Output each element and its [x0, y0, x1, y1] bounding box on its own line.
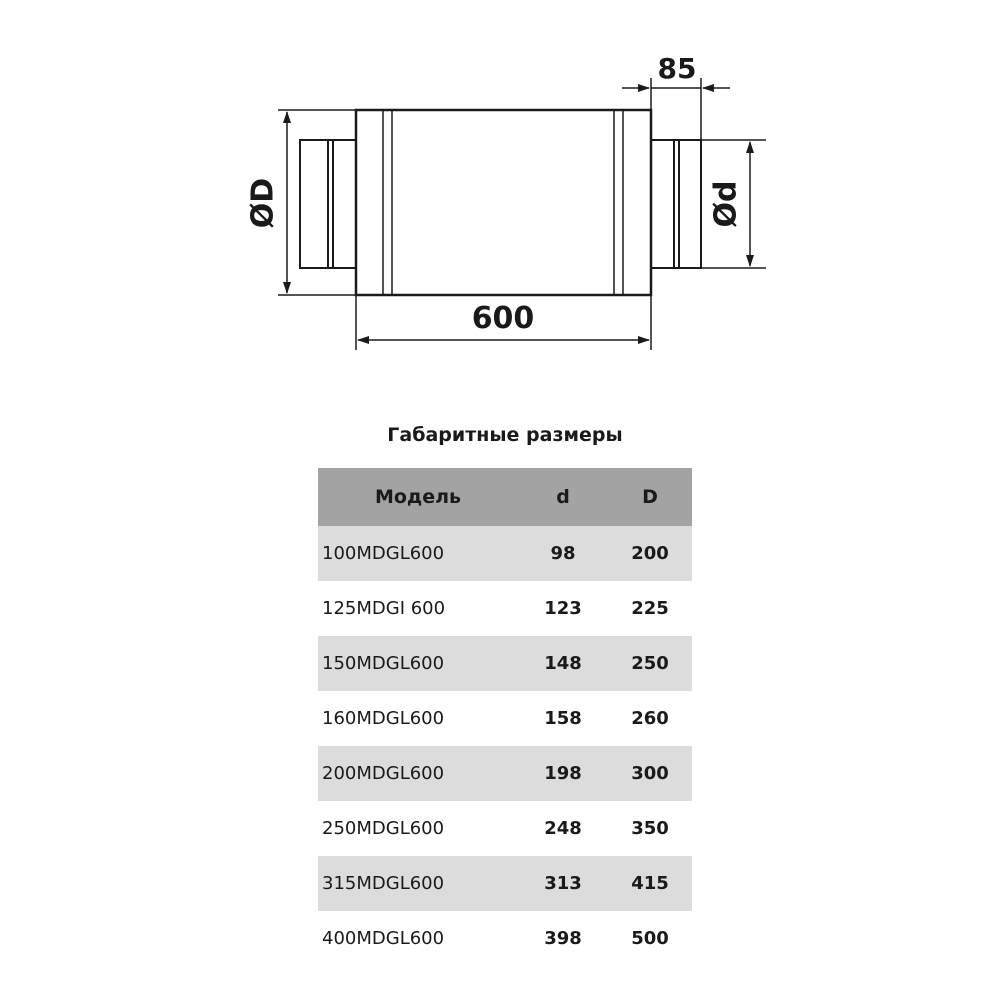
model-cell: 315MDGL600	[322, 873, 445, 894]
model-cell: 125MDGI 600	[322, 598, 446, 619]
d-cell: 98	[550, 543, 576, 564]
d-cell: 398	[544, 928, 582, 949]
table-row	[318, 581, 692, 636]
d-cell: 248	[544, 818, 582, 839]
d-cell: 313	[544, 873, 582, 894]
header-D: D	[642, 486, 658, 508]
D-cell: 260	[631, 708, 669, 729]
model-cell: 160MDGL600	[322, 708, 445, 729]
D-cell: 500	[631, 928, 669, 949]
model-cell: 400MDGL600	[322, 928, 445, 949]
right-spigot	[651, 140, 701, 268]
D-cell: 200	[631, 543, 669, 564]
model-cell: 250MDGL600	[322, 818, 445, 839]
body-length-label: 600	[471, 301, 535, 336]
D-cell: 225	[631, 598, 669, 619]
table-row	[318, 526, 692, 581]
d-cell: 123	[544, 598, 582, 619]
model-cell: 200MDGL600	[322, 763, 445, 784]
header-d: d	[556, 486, 570, 508]
D-cell: 250	[631, 653, 669, 674]
d-cell: 198	[544, 763, 582, 784]
d-cell: 148	[544, 653, 582, 674]
table-title: Габаритные размеры	[387, 424, 623, 446]
table-row	[318, 636, 692, 691]
model-cell: 100MDGL600	[322, 543, 445, 564]
inner-diameter-label: Ød	[708, 180, 744, 228]
table-row	[318, 856, 692, 911]
table-row	[318, 746, 692, 801]
spigot-length-label: 85	[657, 52, 697, 85]
D-cell: 300	[631, 763, 669, 784]
table-row	[318, 801, 692, 856]
header-model: Модель	[374, 486, 462, 508]
table-row	[318, 911, 692, 966]
outer-diameter-label: ØD	[245, 177, 281, 229]
dimensions-table	[318, 468, 692, 966]
D-cell: 415	[631, 873, 669, 894]
left-spigot	[300, 140, 356, 268]
d-cell: 158	[544, 708, 582, 729]
silencer-body	[356, 110, 651, 295]
table-row	[318, 691, 692, 746]
silencer-drawing	[0, 0, 1000, 400]
table-header-row	[318, 468, 692, 526]
D-cell: 350	[631, 818, 669, 839]
model-cell: 150MDGL600	[322, 653, 445, 674]
